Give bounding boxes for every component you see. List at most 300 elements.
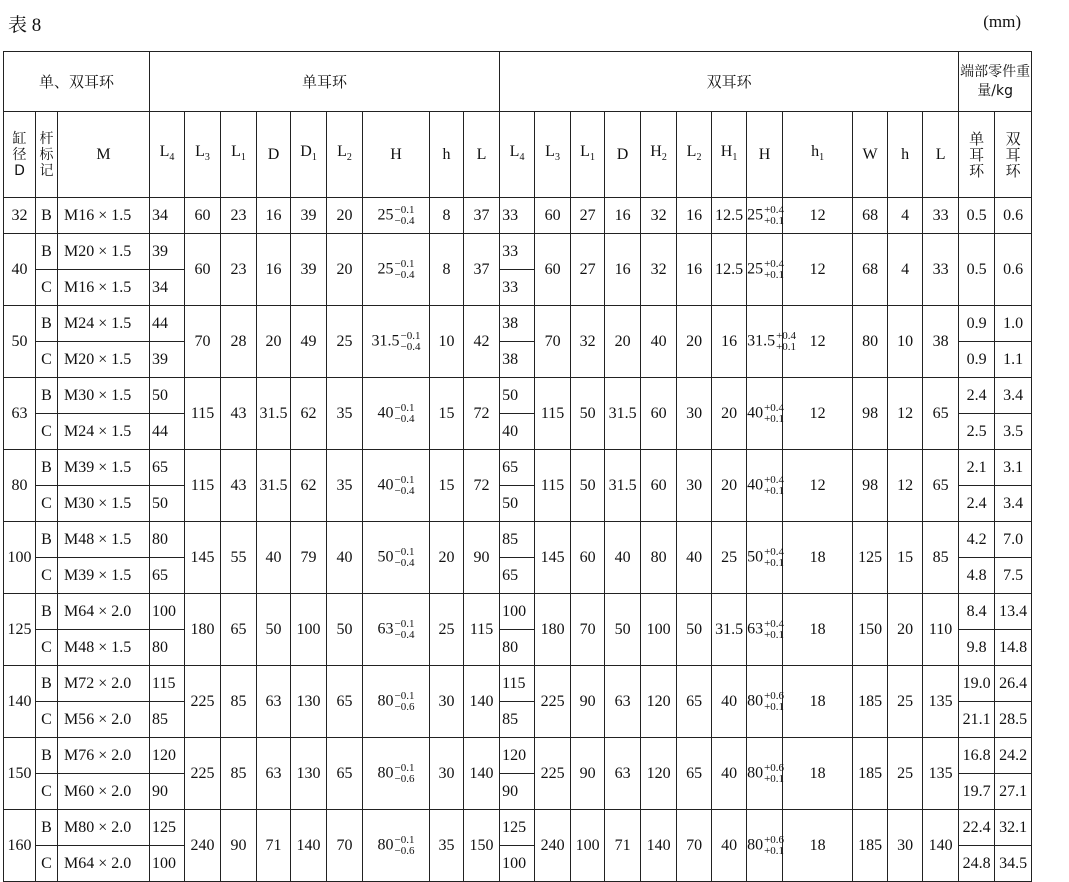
table-row bbox=[4, 198, 1069, 234]
weight-double-cell: 14.8 bbox=[995, 630, 1032, 666]
single-l2-cell: 40 bbox=[327, 522, 363, 594]
header-double-l2: $L_2$ bbox=[677, 112, 712, 198]
single-l2-cell: 65 bbox=[327, 666, 363, 738]
header-single-d: D bbox=[257, 112, 291, 198]
tolerance bbox=[764, 403, 784, 425]
single-l-cell: 72 bbox=[464, 450, 500, 522]
single-l4-cell: 125 bbox=[150, 810, 185, 846]
single-l3-cell: 60 bbox=[185, 234, 221, 306]
tolerance-upper: −0.1 bbox=[394, 833, 415, 846]
double-l-cell: 135 bbox=[923, 738, 959, 810]
thread-cell: M30 × 1.5 bbox=[58, 378, 150, 414]
tolerance-lower: −0.6 bbox=[394, 700, 415, 713]
tolerance-base: 25 bbox=[747, 206, 764, 224]
double-h-cell: 4 bbox=[888, 234, 923, 306]
table-row bbox=[4, 378, 1069, 414]
bore-cell: 80 bbox=[4, 450, 36, 522]
tolerance-lower: +0.1 bbox=[764, 700, 785, 713]
double-h-tolerance-cell bbox=[747, 522, 783, 594]
double-h1-cell: 25 bbox=[712, 522, 747, 594]
single-l3-cell: 225 bbox=[185, 738, 221, 810]
double-l-cell: 85 bbox=[923, 522, 959, 594]
tolerance-upper: +0.4 bbox=[764, 473, 785, 486]
single-l1-cell: 90 bbox=[221, 810, 257, 882]
weight-single-cell: 2.5 bbox=[959, 414, 995, 450]
double-h1-cell: 12.5 bbox=[712, 198, 747, 234]
single-l-cell: 140 bbox=[464, 666, 500, 738]
double-h-cell: 25 bbox=[888, 738, 923, 810]
double-l1-cell: 70 bbox=[571, 594, 605, 666]
double-h2-cell: 32 bbox=[641, 198, 677, 234]
double-h1-cell: 18 bbox=[783, 666, 853, 738]
thread-cell: M24 × 1.5 bbox=[58, 414, 150, 450]
double-h-cell: 10 bbox=[888, 306, 923, 378]
single-l4-cell: 44 bbox=[150, 306, 185, 342]
single-l2-cell: 65 bbox=[327, 738, 363, 810]
double-l1-cell: 90 bbox=[571, 666, 605, 738]
double-l4-cell: 33 bbox=[500, 234, 535, 270]
double-l4-cell: 90 bbox=[500, 774, 535, 810]
tolerance-upper: −0.1 bbox=[394, 761, 415, 774]
thread-cell: M64 × 2.0 bbox=[58, 846, 150, 882]
single-d-cell: 31.5 bbox=[257, 378, 291, 450]
single-l4-cell: 50 bbox=[150, 378, 185, 414]
header-double-w: W bbox=[853, 112, 888, 198]
single-l1-cell: 85 bbox=[221, 666, 257, 738]
thread-cell: M20 × 1.5 bbox=[58, 342, 150, 378]
weight-single-cell: 8.4 bbox=[959, 594, 995, 630]
tolerance-lower: +0.1 bbox=[764, 844, 785, 857]
header-double-h: h bbox=[888, 112, 923, 198]
tolerance bbox=[401, 331, 421, 353]
single-l3-cell: 70 bbox=[185, 306, 221, 378]
single-l1-cell: 55 bbox=[221, 522, 257, 594]
tolerance bbox=[395, 403, 415, 425]
header-single-h: H bbox=[363, 112, 430, 198]
double-d-cell: 71 bbox=[605, 810, 641, 882]
rod-cell: B bbox=[36, 378, 58, 414]
tolerance bbox=[764, 475, 784, 497]
double-l2-cell: 50 bbox=[677, 594, 712, 666]
double-h2-cell: 120 bbox=[641, 738, 677, 810]
double-h-cell: 4 bbox=[888, 198, 923, 234]
weight-single-cell: 0.5 bbox=[959, 198, 995, 234]
weight-single-cell: 2.4 bbox=[959, 378, 995, 414]
double-l4-cell: 85 bbox=[500, 522, 535, 558]
single-h-tolerance-cell bbox=[363, 810, 430, 882]
single-d-cell: 50 bbox=[257, 594, 291, 666]
double-h-tolerance-cell bbox=[747, 378, 783, 450]
double-l3-cell: 70 bbox=[535, 306, 571, 378]
double-l4-cell: 50 bbox=[500, 486, 535, 522]
tolerance bbox=[395, 763, 415, 785]
tolerance-upper: −0.1 bbox=[394, 617, 415, 630]
double-h2-cell: 60 bbox=[641, 450, 677, 522]
rod-cell: C bbox=[36, 414, 58, 450]
tolerance bbox=[395, 475, 415, 497]
single-l2-cell: 25 bbox=[327, 306, 363, 378]
double-d-cell: 16 bbox=[605, 198, 641, 234]
weight-double-cell: 7.5 bbox=[995, 558, 1032, 594]
double-l2-cell: 16 bbox=[677, 198, 712, 234]
bore-cell: 50 bbox=[4, 306, 36, 378]
double-l4-cell: 50 bbox=[500, 378, 535, 414]
tolerance-lower: −0.4 bbox=[394, 484, 415, 497]
tolerance-upper: +0.4 bbox=[764, 203, 785, 216]
double-w-cell: 68 bbox=[853, 198, 888, 234]
tolerance-lower: −0.4 bbox=[394, 268, 415, 281]
double-h-tolerance-cell bbox=[747, 198, 783, 234]
double-w-cell: 80 bbox=[853, 306, 888, 378]
single-d-cell: 40 bbox=[257, 522, 291, 594]
tolerance-lower: −0.4 bbox=[400, 340, 421, 353]
single-l1-cell: 23 bbox=[221, 198, 257, 234]
single-l-cell: 42 bbox=[464, 306, 500, 378]
tolerance-lower: +0.1 bbox=[764, 268, 785, 281]
weight-double-cell: 3.4 bbox=[995, 378, 1032, 414]
single-d1-cell: 79 bbox=[291, 522, 327, 594]
thread-cell: M64 × 2.0 bbox=[58, 594, 150, 630]
double-h-cell: 30 bbox=[888, 810, 923, 882]
tolerance-lower: +0.1 bbox=[764, 772, 785, 785]
tolerance-upper: +0.6 bbox=[764, 833, 785, 846]
double-h1-cell: 40 bbox=[712, 738, 747, 810]
thread-cell: M16 × 1.5 bbox=[58, 198, 150, 234]
tolerance-lower: −0.4 bbox=[394, 628, 415, 641]
double-l4-cell: 100 bbox=[500, 594, 535, 630]
double-h2-cell: 120 bbox=[641, 666, 677, 738]
single-l1-cell: 43 bbox=[221, 450, 257, 522]
thread-cell: M30 × 1.5 bbox=[58, 486, 150, 522]
rod-cell: C bbox=[36, 486, 58, 522]
double-l-cell: 33 bbox=[923, 198, 959, 234]
double-h2-cell: 32 bbox=[641, 234, 677, 306]
double-l3-cell: 225 bbox=[535, 666, 571, 738]
single-l-cell: 140 bbox=[464, 738, 500, 810]
table-row bbox=[4, 522, 1069, 558]
weight-double-cell: 27.1 bbox=[995, 774, 1032, 810]
tolerance-base: 80 bbox=[377, 692, 394, 710]
tolerance-base: 50 bbox=[377, 548, 394, 566]
double-h-cell: 12 bbox=[888, 378, 923, 450]
single-h-cell: 25 bbox=[430, 594, 464, 666]
tolerance-upper: +0.4 bbox=[764, 617, 785, 630]
tolerance-upper: −0.1 bbox=[394, 401, 415, 414]
tolerance-lower: −0.6 bbox=[394, 772, 415, 785]
table-row bbox=[4, 594, 1069, 630]
single-l-cell: 72 bbox=[464, 378, 500, 450]
single-d1-cell: 62 bbox=[291, 378, 327, 450]
single-l3-cell: 115 bbox=[185, 378, 221, 450]
tolerance-upper: +0.4 bbox=[764, 257, 785, 270]
header-single-h: h bbox=[430, 112, 464, 198]
single-d1-cell: 130 bbox=[291, 738, 327, 810]
double-l1-cell: 27 bbox=[571, 234, 605, 306]
single-l1-cell: 28 bbox=[221, 306, 257, 378]
tolerance-lower: +0.1 bbox=[764, 556, 785, 569]
header-double-l: L bbox=[923, 112, 959, 198]
tolerance-base: 40 bbox=[377, 476, 394, 494]
double-h2-cell: 80 bbox=[641, 522, 677, 594]
double-l4-cell: 100 bbox=[500, 846, 535, 882]
dimensions-table bbox=[3, 51, 1069, 882]
header-group-double: 双耳环 bbox=[500, 52, 959, 112]
double-w-cell: 185 bbox=[853, 738, 888, 810]
header-double-h2: $H_2$ bbox=[641, 112, 677, 198]
unit-label: (mm) bbox=[983, 12, 1021, 31]
weight-double-cell: 3.1 bbox=[995, 450, 1032, 486]
tolerance-lower: −0.4 bbox=[394, 412, 415, 425]
double-h-cell: 15 bbox=[888, 522, 923, 594]
tolerance bbox=[395, 205, 415, 227]
thread-cell: M80 × 2.0 bbox=[58, 810, 150, 846]
header-single-l4: $L_4$ bbox=[150, 112, 185, 198]
double-l2-cell: 65 bbox=[677, 666, 712, 738]
header-single-l3: $L_3$ bbox=[185, 112, 221, 198]
thread-cell: M76 × 2.0 bbox=[58, 738, 150, 774]
tolerance bbox=[395, 259, 415, 281]
single-h-cell: 8 bbox=[430, 234, 464, 306]
single-l4-cell: 65 bbox=[150, 558, 185, 594]
double-l1-cell: 90 bbox=[571, 738, 605, 810]
tolerance-lower: +0.1 bbox=[764, 484, 785, 497]
double-l3-cell: 240 bbox=[535, 810, 571, 882]
double-l2-cell: 70 bbox=[677, 810, 712, 882]
bore-cell: 160 bbox=[4, 810, 36, 882]
double-h-tolerance-cell bbox=[747, 450, 783, 522]
double-h2-cell: 60 bbox=[641, 378, 677, 450]
single-d-cell: 71 bbox=[257, 810, 291, 882]
tolerance bbox=[764, 259, 784, 281]
tolerance-base: 40 bbox=[747, 404, 764, 422]
weight-double-cell: 28.5 bbox=[995, 702, 1032, 738]
tolerance-base: 40 bbox=[377, 404, 394, 422]
weight-double-cell: 1.1 bbox=[995, 342, 1032, 378]
tolerance-lower: +0.1 bbox=[764, 214, 785, 227]
thread-cell: M60 × 2.0 bbox=[58, 774, 150, 810]
weight-double-cell: 1.0 bbox=[995, 306, 1032, 342]
single-l2-cell: 20 bbox=[327, 234, 363, 306]
tolerance-lower: +0.1 bbox=[776, 340, 797, 353]
single-l-cell: 150 bbox=[464, 810, 500, 882]
double-l4-cell: 38 bbox=[500, 342, 535, 378]
double-h1-cell: 12 bbox=[783, 378, 853, 450]
double-h2-cell: 100 bbox=[641, 594, 677, 666]
header-group-single: 单耳环 bbox=[150, 52, 500, 112]
tolerance-upper: +0.4 bbox=[776, 329, 797, 342]
single-l-cell: 90 bbox=[464, 522, 500, 594]
thread-cell: M48 × 1.5 bbox=[58, 630, 150, 666]
tolerance-upper: +0.6 bbox=[764, 689, 785, 702]
single-d-cell: 63 bbox=[257, 666, 291, 738]
thread-cell: M39 × 1.5 bbox=[58, 558, 150, 594]
thread-cell: M56 × 2.0 bbox=[58, 702, 150, 738]
double-h1-cell: 31.5 bbox=[712, 594, 747, 666]
bore-cell: 125 bbox=[4, 594, 36, 666]
weight-double-cell: 0.6 bbox=[995, 234, 1032, 306]
double-d-cell: 50 bbox=[605, 594, 641, 666]
header-weight-2: 双耳环 bbox=[995, 112, 1032, 198]
tolerance-lower: −0.6 bbox=[394, 844, 415, 857]
double-l2-cell: 40 bbox=[677, 522, 712, 594]
tolerance-base: 80 bbox=[747, 764, 764, 782]
table-row bbox=[4, 234, 1069, 270]
double-h1-cell: 40 bbox=[712, 666, 747, 738]
rod-cell: C bbox=[36, 846, 58, 882]
tolerance-base: 25 bbox=[377, 260, 394, 278]
single-h-tolerance-cell bbox=[363, 306, 430, 378]
double-h1-cell: 40 bbox=[712, 810, 747, 882]
double-l3-cell: 60 bbox=[535, 198, 571, 234]
single-h-cell: 20 bbox=[430, 522, 464, 594]
single-h-cell: 15 bbox=[430, 450, 464, 522]
single-l2-cell: 35 bbox=[327, 378, 363, 450]
weight-double-cell: 34.5 bbox=[995, 846, 1032, 882]
thread-cell: M48 × 1.5 bbox=[58, 522, 150, 558]
thread-cell: M72 × 2.0 bbox=[58, 666, 150, 702]
single-l4-cell: 100 bbox=[150, 594, 185, 630]
weight-single-cell: 24.8 bbox=[959, 846, 995, 882]
thread-cell: M20 × 1.5 bbox=[58, 234, 150, 270]
single-d1-cell: 130 bbox=[291, 666, 327, 738]
double-h1-cell: 12 bbox=[783, 306, 853, 378]
double-l3-cell: 60 bbox=[535, 234, 571, 306]
single-d1-cell: 39 bbox=[291, 234, 327, 306]
bore-cell: 140 bbox=[4, 666, 36, 738]
single-l4-cell: 39 bbox=[150, 234, 185, 270]
double-l4-cell: 65 bbox=[500, 558, 535, 594]
rod-cell: B bbox=[36, 666, 58, 702]
tolerance-base: 63 bbox=[747, 620, 764, 638]
double-h-tolerance-cell bbox=[747, 666, 783, 738]
tolerance-lower: −0.4 bbox=[394, 214, 415, 227]
double-d-cell: 40 bbox=[605, 522, 641, 594]
tolerance-base: 63 bbox=[377, 620, 394, 638]
single-l-cell: 37 bbox=[464, 234, 500, 306]
weight-single-cell: 22.4 bbox=[959, 810, 995, 846]
single-l4-cell: 50 bbox=[150, 486, 185, 522]
caption-label: 表 bbox=[8, 14, 28, 36]
rod-cell: C bbox=[36, 774, 58, 810]
tolerance-base: 80 bbox=[377, 836, 394, 854]
single-h-tolerance-cell bbox=[363, 594, 430, 666]
tolerance-upper: +0.4 bbox=[764, 545, 785, 558]
single-l3-cell: 115 bbox=[185, 450, 221, 522]
double-l-cell: 110 bbox=[923, 594, 959, 666]
double-l3-cell: 115 bbox=[535, 378, 571, 450]
single-l4-cell: 115 bbox=[150, 666, 185, 702]
header-rod: 杆标记 bbox=[36, 112, 58, 198]
double-w-cell: 185 bbox=[853, 810, 888, 882]
rod-cell: B bbox=[36, 450, 58, 486]
tolerance bbox=[764, 835, 784, 857]
tolerance bbox=[395, 691, 415, 713]
tolerance-base: 31.5 bbox=[371, 332, 400, 350]
double-l2-cell: 65 bbox=[677, 738, 712, 810]
single-l4-cell: 80 bbox=[150, 522, 185, 558]
double-h-tolerance-cell bbox=[747, 738, 783, 810]
rod-cell: C bbox=[36, 342, 58, 378]
double-w-cell: 68 bbox=[853, 234, 888, 306]
double-h2-cell: 40 bbox=[641, 306, 677, 378]
double-d-cell: 20 bbox=[605, 306, 641, 378]
weight-double-cell: 7.0 bbox=[995, 522, 1032, 558]
double-h1-cell: 12 bbox=[783, 198, 853, 234]
double-d-cell: 16 bbox=[605, 234, 641, 306]
double-h-cell: 12 bbox=[888, 450, 923, 522]
single-d-cell: 63 bbox=[257, 738, 291, 810]
single-l2-cell: 35 bbox=[327, 450, 363, 522]
single-h-tolerance-cell bbox=[363, 450, 430, 522]
tolerance-base: 25 bbox=[747, 260, 764, 278]
weight-single-cell: 21.1 bbox=[959, 702, 995, 738]
rod-cell: B bbox=[36, 594, 58, 630]
tolerance-base: 40 bbox=[747, 476, 764, 494]
single-h-tolerance-cell bbox=[363, 522, 430, 594]
single-d-cell: 16 bbox=[257, 234, 291, 306]
single-l3-cell: 60 bbox=[185, 198, 221, 234]
double-d-cell: 31.5 bbox=[605, 378, 641, 450]
thread-cell: M16 × 1.5 bbox=[58, 270, 150, 306]
double-h1-cell: 12 bbox=[783, 450, 853, 522]
single-h-cell: 8 bbox=[430, 198, 464, 234]
double-h1-cell: 18 bbox=[783, 738, 853, 810]
single-h-tolerance-cell bbox=[363, 666, 430, 738]
double-h1-cell: 16 bbox=[712, 306, 747, 378]
tolerance bbox=[395, 619, 415, 641]
single-l2-cell: 20 bbox=[327, 198, 363, 234]
tolerance-lower: +0.1 bbox=[764, 628, 785, 641]
double-h2-cell: 140 bbox=[641, 810, 677, 882]
double-l1-cell: 27 bbox=[571, 198, 605, 234]
single-h-cell: 30 bbox=[430, 666, 464, 738]
double-h1-cell: 12.5 bbox=[712, 234, 747, 306]
double-l1-cell: 50 bbox=[571, 378, 605, 450]
tolerance bbox=[764, 763, 784, 785]
single-h-tolerance-cell bbox=[363, 738, 430, 810]
double-l1-cell: 32 bbox=[571, 306, 605, 378]
single-d1-cell: 100 bbox=[291, 594, 327, 666]
double-l-cell: 65 bbox=[923, 450, 959, 522]
header-group-weight: 端部零件重量/kg bbox=[959, 52, 1032, 112]
tolerance-upper: −0.1 bbox=[394, 203, 415, 216]
weight-double-cell: 32.1 bbox=[995, 810, 1032, 846]
single-l4-cell: 90 bbox=[150, 774, 185, 810]
single-l3-cell: 240 bbox=[185, 810, 221, 882]
single-l1-cell: 43 bbox=[221, 378, 257, 450]
double-l4-cell: 125 bbox=[500, 810, 535, 846]
tolerance-base: 80 bbox=[377, 764, 394, 782]
double-w-cell: 125 bbox=[853, 522, 888, 594]
tolerance-base: 80 bbox=[747, 692, 764, 710]
bore-cell: 32 bbox=[4, 198, 36, 234]
tolerance-base: 80 bbox=[747, 836, 764, 854]
double-l-cell: 140 bbox=[923, 810, 959, 882]
single-l1-cell: 65 bbox=[221, 594, 257, 666]
single-l4-cell: 85 bbox=[150, 702, 185, 738]
weight-single-cell: 4.2 bbox=[959, 522, 995, 558]
rod-cell: B bbox=[36, 738, 58, 774]
table-row bbox=[4, 450, 1069, 486]
weight-double-cell: 26.4 bbox=[995, 666, 1032, 702]
double-l4-cell: 115 bbox=[500, 666, 535, 702]
single-l4-cell: 44 bbox=[150, 414, 185, 450]
rod-cell: B bbox=[36, 234, 58, 270]
weight-single-cell: 2.1 bbox=[959, 450, 995, 486]
single-l3-cell: 180 bbox=[185, 594, 221, 666]
single-d1-cell: 62 bbox=[291, 450, 327, 522]
weight-single-cell: 0.5 bbox=[959, 234, 995, 306]
